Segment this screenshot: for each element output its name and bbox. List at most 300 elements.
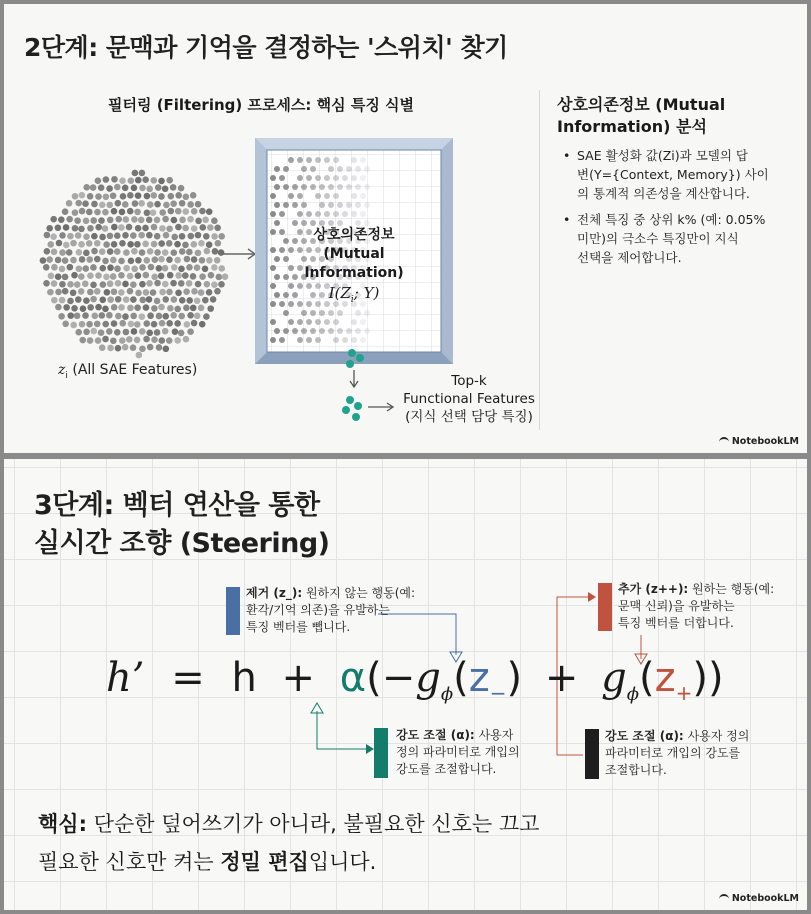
feature-dot	[144, 193, 151, 200]
feature-dot	[147, 312, 154, 319]
feature-dot	[131, 248, 138, 255]
feature-dot	[170, 200, 177, 207]
feature-dot	[98, 329, 105, 336]
feature-dot	[103, 274, 110, 281]
formula-h-prime: h’	[106, 655, 145, 701]
feature-dot	[119, 209, 126, 216]
feature-dot	[74, 281, 81, 288]
feature-dot	[146, 280, 153, 287]
feature-dot	[154, 249, 161, 256]
feature-dot	[107, 217, 114, 224]
feature-dot	[151, 224, 158, 231]
formula-z-plus: $z_+$	[654, 655, 693, 705]
feature-dot	[154, 217, 161, 224]
feature-dot	[79, 256, 86, 263]
feature-dot	[179, 297, 186, 304]
feature-dot	[166, 256, 173, 263]
feature-dot	[79, 321, 86, 328]
feature-dot	[150, 209, 157, 216]
side-heading: 상호의존정보 (Mutual Information) 분석	[557, 95, 726, 136]
feature-dot	[83, 217, 90, 224]
feature-dot	[167, 305, 174, 312]
feature-dot	[74, 312, 81, 319]
feature-dot	[182, 208, 189, 215]
feature-dot	[132, 200, 139, 207]
feature-dot	[179, 233, 186, 240]
feature-dot	[132, 170, 139, 177]
feature-dot	[152, 256, 159, 263]
feature-dot	[178, 280, 185, 287]
feature-dot	[186, 280, 193, 287]
feature-dot	[143, 289, 150, 296]
feature-dot	[206, 257, 213, 264]
feature-dot	[207, 224, 214, 231]
feature-dot	[95, 177, 102, 184]
feature-dot	[95, 272, 102, 279]
feature-dot	[70, 322, 77, 329]
feature-dot	[183, 336, 190, 343]
feature-dot	[86, 321, 93, 328]
feature-dot	[158, 273, 165, 280]
feature-dot	[206, 241, 213, 248]
box-label	[274, 226, 434, 310]
formula-open-paren: (	[366, 655, 382, 701]
feature-dot	[91, 248, 98, 255]
feature-dot	[166, 240, 173, 247]
feature-dot	[70, 257, 77, 264]
feature-dot	[106, 312, 113, 319]
bullet-mutual-info: • SAE 활성화 값(Zi)과 모델의 답 변(Y={Context, Memory}) 사이 의 통계적 의존성을 계산합니다.	[577, 146, 769, 203]
feature-dot	[76, 249, 83, 256]
feature-dot	[143, 304, 150, 311]
notebooklm-logo: NotebookLM	[719, 436, 799, 447]
feature-dot	[151, 305, 158, 312]
feature-dot	[130, 313, 137, 320]
feature-dot	[174, 306, 181, 313]
feature-dot	[107, 264, 114, 271]
feature-dot	[163, 202, 170, 209]
feature-dot	[122, 313, 129, 320]
feature-dot	[131, 185, 138, 192]
feature-dot	[114, 248, 121, 255]
feature-dot	[179, 217, 186, 224]
formula-alpha: α	[339, 655, 367, 701]
feature-dot	[198, 240, 205, 247]
feature-dot	[102, 225, 109, 232]
feature-dot	[198, 305, 205, 312]
feature-dot	[83, 184, 90, 191]
feature-dot	[128, 258, 135, 265]
feature-dot	[151, 321, 158, 328]
feature-dot	[204, 281, 211, 288]
feature-dot	[170, 312, 177, 319]
feature-dot	[158, 193, 165, 200]
slide2-title: 3단계: 벡터 연산을 통한 실시간 조향 (Steering)	[34, 490, 330, 559]
feature-dot	[59, 249, 66, 256]
feature-dot	[168, 208, 175, 215]
feature-dot	[55, 273, 62, 280]
feature-dot	[130, 296, 137, 303]
feature-dot	[51, 249, 58, 256]
feature-dot	[103, 193, 110, 200]
feature-dot	[44, 248, 51, 255]
feature-dot	[99, 344, 106, 351]
feature-dot	[55, 304, 62, 311]
feature-dot	[151, 274, 158, 281]
feature-dot	[90, 264, 97, 271]
feature-dot	[175, 208, 182, 215]
feature-dot	[139, 297, 146, 304]
feature-dot	[191, 208, 198, 215]
feature-dot	[211, 264, 218, 271]
note-add: 추가 (z++): 원하는 행동(예: 문맥 신뢰)을 유발하는 특징 벡터를 더합니다.	[618, 582, 775, 630]
feature-dot	[214, 288, 221, 295]
feature-dot	[90, 282, 97, 289]
feature-dot	[110, 257, 117, 264]
feature-dot	[163, 345, 170, 352]
steering-formula: h’ = $h + \alpha(-g_\phi(z_-) + g_\phi(z_+))$	[106, 655, 724, 705]
feature-dot	[130, 281, 137, 288]
feature-dot	[168, 193, 175, 200]
feature-dot	[115, 313, 122, 320]
feature-dot	[182, 242, 189, 249]
feature-dot	[138, 217, 145, 224]
feature-dot	[171, 296, 178, 303]
feature-dot	[170, 280, 177, 287]
feature-dot	[114, 265, 121, 272]
feature-dot	[218, 233, 225, 240]
feature-dot	[51, 264, 58, 271]
feature-dot	[127, 273, 134, 280]
feature-dot	[174, 337, 181, 344]
arrow-cloud-to-box	[220, 246, 260, 262]
feature-dot	[212, 248, 219, 255]
feature-dot	[214, 224, 221, 231]
feature-dot	[195, 218, 202, 225]
feature-dot	[55, 289, 62, 296]
feature-dot	[99, 234, 106, 241]
feature-dot	[150, 192, 157, 199]
feature-dot	[166, 177, 173, 184]
feature-dot	[106, 202, 113, 209]
feature-dot	[154, 233, 161, 240]
feature-dot	[63, 304, 70, 311]
feature-dot	[162, 249, 169, 256]
feature-dot	[123, 265, 130, 272]
note-alpha-right: 강도 조절 (α): 사용자 정의 파라미터로 개입의 강도를 조절합니다.	[605, 729, 750, 777]
feature-dot	[99, 312, 106, 319]
feature-dot	[186, 249, 193, 256]
feature-dot	[183, 305, 190, 312]
feature-dot	[70, 289, 77, 296]
feature-dot	[90, 328, 97, 335]
formula-plus-2: +	[544, 655, 579, 701]
feature-dot	[111, 320, 118, 327]
feature-dot	[78, 226, 85, 233]
feature-dot	[159, 289, 166, 296]
feature-dot	[118, 258, 125, 265]
feature-dot	[211, 281, 218, 288]
feature-dot	[123, 249, 130, 256]
feature-dot	[51, 297, 58, 304]
feature-dot	[59, 232, 66, 239]
feature-dot	[158, 178, 165, 185]
feature-dot	[55, 224, 62, 231]
feature-dot	[62, 208, 69, 215]
feature-dot	[107, 296, 114, 303]
feature-dot	[50, 216, 57, 223]
feature-dot	[127, 192, 134, 199]
feature-dot	[119, 337, 126, 344]
feature-dot	[187, 201, 194, 208]
section-heading: 필터링 (Filtering) 프로세스: 핵심 특징 식별	[108, 96, 415, 114]
feature-dot	[43, 280, 50, 287]
feature-dot	[48, 273, 55, 280]
feature-dot	[87, 304, 94, 311]
slide1-title: 2단계: 문맥과 기억을 결정하는 '스위치' 찾기	[24, 33, 508, 62]
feature-dot	[115, 296, 122, 303]
feature-dot	[134, 321, 141, 328]
feature-dot	[144, 209, 151, 216]
feature-dot	[102, 258, 109, 265]
feature-dot	[46, 225, 53, 232]
feature-dot	[59, 297, 66, 304]
feature-dot	[123, 216, 130, 223]
formula-g1: g	[415, 655, 441, 701]
feature-dot	[87, 225, 94, 232]
feature-dot	[142, 225, 149, 232]
feature-dot	[210, 296, 217, 303]
feature-dot	[62, 288, 69, 295]
feature-dot	[70, 240, 77, 247]
feature-dot	[62, 320, 69, 327]
feature-dot	[156, 313, 163, 320]
feature-dot	[91, 201, 98, 208]
feature-dot	[127, 288, 134, 295]
feature-dot	[111, 224, 118, 231]
box-label-line1: 상호의존정보	[313, 227, 395, 243]
feature-dot	[128, 321, 135, 328]
feature-dot	[72, 209, 79, 216]
feature-dot	[135, 192, 142, 199]
slide-filtering	[4, 4, 807, 453]
feature-dot	[198, 289, 205, 296]
feature-dot	[128, 177, 135, 184]
feature-dot	[126, 224, 133, 231]
feature-dot	[202, 265, 209, 272]
feature-dot	[158, 304, 165, 311]
feature-dot	[162, 185, 169, 192]
alpha-right-color-bar	[585, 729, 599, 779]
feature-dot	[162, 265, 169, 272]
feature-dot	[103, 241, 110, 248]
feature-dot	[99, 201, 106, 208]
feature-dot	[75, 200, 82, 207]
feature-dot	[98, 184, 105, 191]
feature-dot	[111, 288, 118, 295]
feature-dot	[178, 185, 185, 192]
feature-dot	[66, 249, 73, 256]
feature-dot	[134, 304, 141, 311]
top-k-line3: (지식 선택 담당 특징)	[405, 409, 533, 425]
feature-dot	[111, 304, 118, 311]
feature-dot	[91, 233, 98, 240]
feature-dot	[191, 256, 198, 263]
feature-dot	[72, 193, 79, 200]
feature-dot	[188, 233, 195, 240]
feature-dot	[182, 272, 189, 279]
feature-dot	[143, 257, 150, 264]
feature-dot	[136, 352, 143, 359]
feature-dot	[178, 330, 185, 337]
feature-dot	[47, 289, 54, 296]
feature-dot	[162, 328, 169, 335]
feature-dot	[204, 248, 211, 255]
feature-dot	[67, 312, 74, 319]
feature-dot	[190, 305, 197, 312]
feature-dot	[166, 289, 173, 296]
feature-dot	[59, 281, 66, 288]
feature-dot	[58, 313, 65, 320]
feature-dot	[83, 233, 90, 240]
feature-dot	[94, 321, 101, 328]
formula-equals: =	[171, 655, 205, 701]
feature-dot	[159, 320, 166, 327]
feature-dot	[107, 248, 114, 255]
feature-dot	[146, 216, 153, 223]
feature-dot	[62, 257, 69, 264]
feature-dot	[63, 224, 70, 231]
feature-dot	[174, 320, 181, 327]
feature-dot	[95, 224, 102, 231]
feature-dot	[67, 264, 74, 271]
feature-dot	[178, 313, 185, 320]
feature-dot	[139, 185, 146, 192]
feature-dot	[82, 265, 89, 272]
feature-dot	[83, 329, 90, 336]
feature-dot	[115, 200, 122, 207]
feature-dot	[123, 329, 130, 336]
feature-dot	[199, 273, 206, 280]
feature-dot	[90, 296, 97, 303]
feature-dot	[171, 234, 178, 241]
feature-dot	[199, 208, 206, 215]
feature-dot	[208, 272, 215, 279]
feature-dot	[83, 250, 90, 257]
feature-dot	[202, 216, 209, 223]
feature-dot	[122, 201, 129, 208]
feature-dot	[94, 256, 101, 263]
feature-dot	[40, 257, 47, 264]
feature-dot	[156, 265, 163, 272]
feature-dot	[199, 321, 206, 328]
feature-dot	[79, 208, 86, 215]
feature-dot	[94, 288, 101, 295]
feature-dot	[79, 337, 86, 344]
feature-dot	[100, 281, 107, 288]
feature-dot	[71, 272, 78, 279]
feature-dot	[80, 305, 87, 312]
feature-dot	[148, 264, 155, 271]
bullet-top-k: • 전체 특징 중 상위 k% (예: 0.05% 미만)의 극소수 특징만이 지식 선택을 제어합니다.	[577, 210, 765, 267]
note-remove: 제거 (z_): 원하지 않는 행동(예: 환각/기억 의존)을 유발하는 특징 벡터를 뺍니다.	[246, 586, 416, 634]
core-statement: 핵심: 단순한 덮어쓰기가 아니라, 불필요한 신호는 끄고 필요한 신호만 켜는 정밀 편집입니다.	[38, 812, 540, 874]
feature-dot	[67, 233, 74, 240]
feature-dot	[211, 217, 218, 224]
feature-dot	[110, 337, 117, 344]
feature-dot	[175, 290, 182, 297]
feature-dot	[87, 272, 94, 279]
feature-dot	[166, 320, 173, 327]
feature-dot	[94, 240, 101, 247]
feature-dot	[111, 208, 118, 215]
feature-dot	[92, 313, 99, 320]
feature-dot	[135, 257, 142, 264]
feature-dot	[146, 232, 153, 239]
feature-dot	[194, 297, 201, 304]
alpha-left-color-bar	[374, 728, 388, 778]
feature-dot	[171, 264, 178, 271]
feature-dot	[147, 344, 154, 351]
feature-dot	[154, 280, 161, 287]
feature-dot	[143, 336, 150, 343]
feature-dot	[110, 192, 117, 199]
note-alpha-left: 강도 조절 (α): 사용자 정의 파라미터로 개입의 강도를 조절합니다.	[396, 728, 520, 776]
feature-dot	[139, 345, 146, 352]
feature-dot	[156, 344, 163, 351]
feature-dot	[166, 337, 173, 344]
feature-dot	[99, 297, 106, 304]
feature-dot	[194, 313, 201, 320]
feature-dot	[167, 272, 174, 279]
feature-dot	[120, 193, 127, 200]
column-divider	[539, 90, 540, 430]
formula-plus-1: +	[281, 655, 316, 701]
feature-dot	[184, 321, 191, 328]
feature-dot	[143, 272, 150, 279]
feature-dot	[182, 225, 189, 232]
feature-dot	[127, 305, 134, 312]
feature-dot	[135, 177, 142, 184]
feature-dot	[95, 304, 102, 311]
feature-dot	[195, 232, 202, 239]
feature-dot	[183, 193, 190, 200]
feature-dot	[162, 313, 169, 320]
feature-dot	[66, 216, 73, 223]
feature-dot	[51, 280, 58, 287]
feature-dot	[206, 289, 213, 296]
feature-dot	[175, 272, 182, 279]
feature-dot	[106, 185, 113, 192]
feature-dot	[106, 328, 113, 335]
feature-dot	[99, 265, 106, 272]
feature-dot	[114, 184, 121, 191]
feature-dot	[207, 305, 214, 312]
feature-dot	[130, 344, 137, 351]
feature-dot	[59, 266, 66, 273]
feature-dot	[170, 184, 177, 191]
feature-dot	[191, 241, 198, 248]
feature-dot	[151, 241, 158, 248]
feature-dot	[102, 336, 109, 343]
feature-dot	[179, 200, 186, 207]
feature-dot	[158, 256, 165, 263]
feature-dot	[142, 241, 149, 248]
feature-dot	[139, 249, 146, 256]
feature-dot	[76, 265, 83, 272]
feature-dot	[122, 232, 129, 239]
feature-dot	[103, 176, 110, 183]
